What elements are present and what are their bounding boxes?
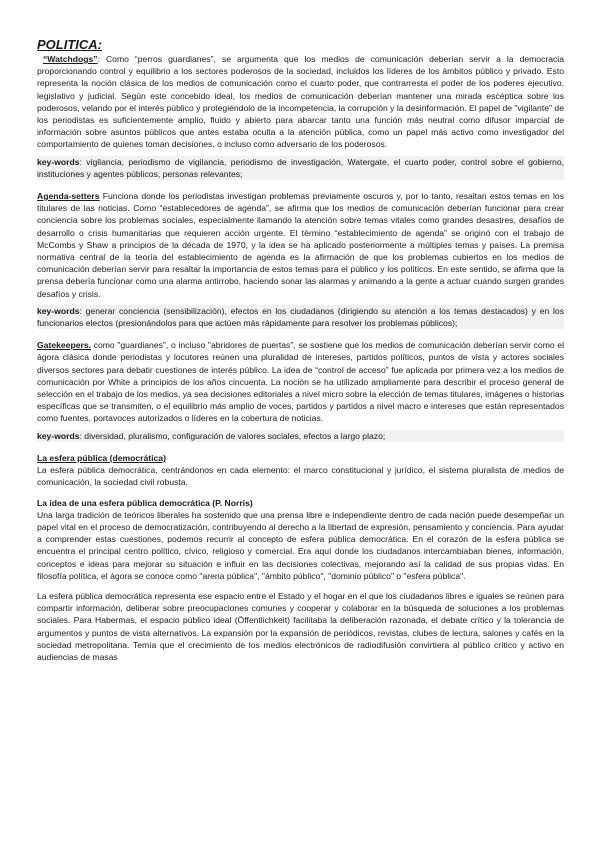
democratic-sphere-heading: La idea de una esfera pública democrática (P. Norris) xyxy=(37,497,253,508)
public-sphere-heading: La esfera pública (democrática) xyxy=(37,452,166,463)
keywords-text: : diversidad, pluralismo, configuración de valores sociales, efectos a largo plazo; xyxy=(79,430,386,441)
keywords-label: key-words xyxy=(37,430,80,441)
agenda-setters-text: Funciona donde los periodistas investigan problemas previamente oscuros y, por lo tanto, resaltan estos temas en los titulares de las noticias. Como “establecedores de agenda”, se afirma que los medios de comunicación deberían funcionar para crear conciencia sobre los problemas sociales, especialmente llamando la atención sobre temas vitales como grandes desastres, desafíos de desarrollo o crisis humanitarias que requieren acción urgente. El término “establecimiento de agenda” se originó con el trabajo de McCombs y Shaw a principios de la década de 1970, y la idea se ha aplicado posteriormente a múltiples temas y países. La premisa normativa central de la teoría del establecimiento de agenda es la afirmación de que los problemas cubiertos en los medios de comunicación deberían servir para resaltar la importancia de estos temas para el público y los políticos. En este sentido, se afirma que la prensa debería funcionar como una alarma antirrobo, haciendo sonar las alarmas y animando a la gente a actuar cuando surgen grandes desafíos y crisis. xyxy=(37,191,564,299)
watchdogs-keywords xyxy=(37,156,564,180)
document-title: POLITICA: xyxy=(37,37,102,52)
gatekeepers-term: Gatekeepers. xyxy=(37,340,91,351)
keywords-label: key-words xyxy=(37,305,80,316)
keywords-text: : generar conciencia (sensibilización), efectos en los ciudadanos (dirigiendo su atención a los temas destacados) y en los funcionarios electos (presionándolos para que actúen más rápidamente para resolver los problemas públicos); xyxy=(37,305,564,329)
public-sphere-text: La esfera pública democrática, centrándonos en cada elemento: el marco constitucional y jurídico, el sistema pluralista de medios de comunicación, la sociedad civil robusta. xyxy=(37,465,564,488)
gatekeepers-paragraph xyxy=(37,339,564,424)
agenda-setters-term: Agenda-setters xyxy=(37,191,100,202)
keywords-text: : vigilancia, periodismo de vigilancia, periodismo de investigación, Watergate, el cuarto poder, control sobre el gobierno, instituciones y agentes públicos, personas relevantes; xyxy=(37,156,564,179)
watchdogs-paragraph xyxy=(37,53,564,151)
agenda-setters-paragraph xyxy=(37,190,564,300)
keywords-label: key-words xyxy=(37,156,80,167)
watchdogs-term: “Watchdogs” xyxy=(43,54,98,64)
watchdogs-text: : Como “perros guardianes”, se argumenta que los medios de comunicación deberían servir a la democracia proporcionando control y equilibrio a los sectores poderosos de la sociedad, incluidos los líderes de los ámbitos público y privado. Esto representa la noción clásica de los medios de comunicación como el cuarto poder, que contrarresta el poder de los poderes ejecutivo, legislativo y judicial. Según este concebido ideal, los medios de comunicación deberían mantener una mirada escéptica sobre los poderosos, velando por el interés público y protegiéndolo de la incompetencia, la corrupción y la desinformación. El papel de "vigilante" de los periodistas es suficientemente amplio, fluido y abierto para abarcar tanto una función más neutral como difusor imparcial de información sobre asuntos públicos que antes estaba oculta a la atención pública, como un papel más activo como investigador del comportamiento de quienes toman decisiones, o incluso como adversario de los poderosos. xyxy=(37,54,564,150)
democratic-sphere-text: Una larga tradición de teóricos liberales ha sostenido que una prensa libre e independiente dentro de cada nación puede desempeñar un papel vital en el proceso de democratización, contribuyendo al derecho a la libertad de expresión, pensamiento y conciencia. Para ayudar a comprender estas cuestiones, podemos recurrir al concepto de esfera pública democrática. En el corazón de la esfera pública se encuentra el principal centro político, cívico, religioso y comercial. Era aquí donde los ciudadanos intercambiaban bienes, información, conceptos e ideas para mejorar su situación e influir en las decisiones colectivas, mejorando así la calidad de sus propias vidas. En filosofía política, el ágora se conoce como "arena pública", "ámbito público", "dominio público" o "esfera pública". xyxy=(37,509,564,581)
gatekeepers-keywords xyxy=(37,430,564,442)
gatekeepers-text: como "guardianes", o incluso "abridores de puertas", se sostiene que los medios de comunicación deberían servir como el ágora clásica donde periodistas y locutores reúnen una pluralidad de intereses, partidos políticos, puntos de vista y actores sociales diversos sectores para debatir cuestiones de interés público. La idea de “control de acceso” fue aplicada por primera vez a los medios de comunicación por White a principios de los años cincuenta. La noción se ha utilizado ampliamente para describir el proceso general de selección en el trabajo de los medios, ya sea decisiones editoriales a nivel micro sobre la elección de temas titulares, imágenes o historias específicas que se transmiten, o el equilibrio más amplio de voces, partidos y partidos a nivel macro e intereses que están representados como fuentes, portavoces autorizados o líderes en la cobertura de noticias. xyxy=(37,340,564,424)
agenda-setters-keywords xyxy=(37,305,564,329)
democratic-sphere-text-2: La esfera pública democrática representa ese espacio entre el Estado y el hogar en el que los ciudadanos libres e iguales se reúnen para compartir información, deliberar sobre preocupaciones comunes y cooperar y colaborar en la búsqueda de soluciones a los problemas sociales. Para Habermas, el espacio público ideal (Öffentlichkeit) facilitaba la deliberación razonada, el debate crítico y la tolerancia de argumentos y puntos de vista alternativos. La expansión por la expansión de periódicos, revistas, clubes de lectura, salones y cafés en la sociedad metropolitana. Temía que el crecimiento de los medios electrónicos de radiodifusión convirtiera al público crítico y activo en audiencias de masas xyxy=(37,590,564,662)
